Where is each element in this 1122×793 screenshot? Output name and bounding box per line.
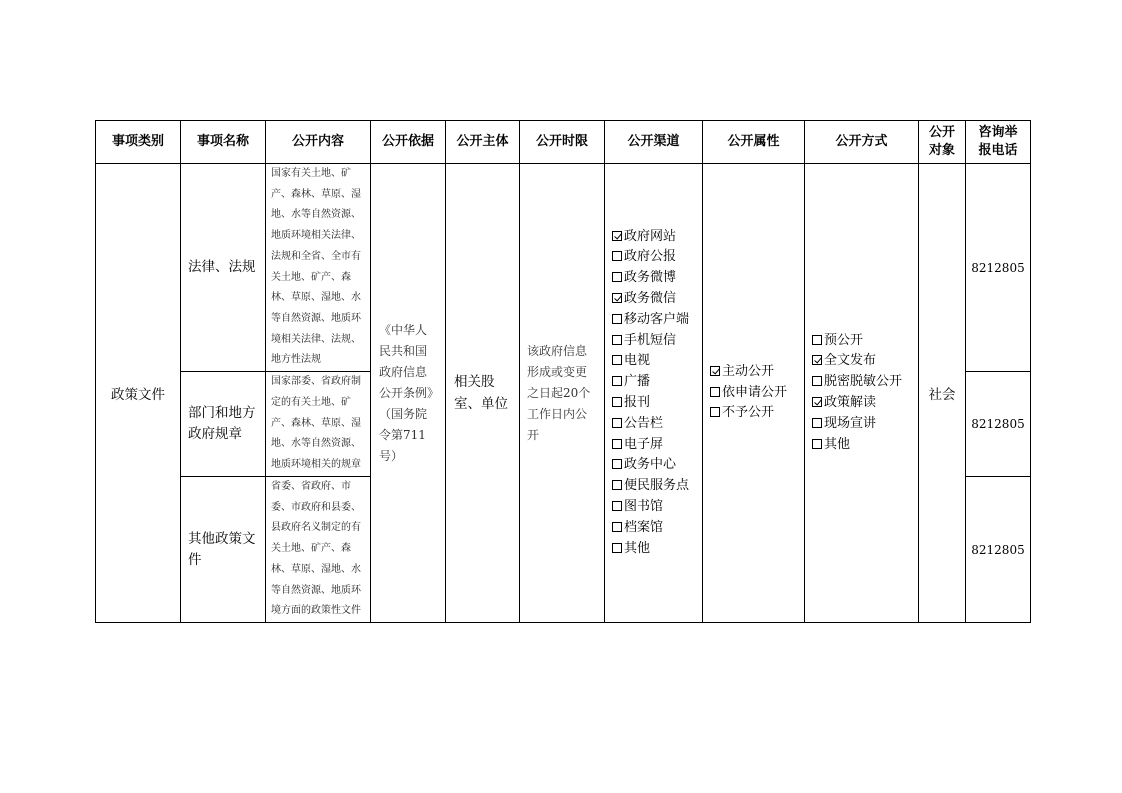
attributes-cell [703, 164, 805, 623]
header-subject: 公开主体 [446, 121, 520, 164]
phone-cell: 8212805 [966, 477, 1031, 623]
checkbox-item [612, 227, 695, 248]
item-name: 其他政策文件 [181, 477, 266, 623]
checkbox-label: 其他 [624, 540, 651, 556]
checkbox-item [612, 289, 695, 310]
unchecked-box-icon [612, 272, 622, 282]
checkbox-item [812, 435, 911, 456]
checkbox-label: 脱密脱敏公开 [824, 374, 903, 390]
unchecked-box-icon [612, 439, 622, 449]
unchecked-box-icon [710, 407, 720, 417]
audience-cell: 社会 [919, 164, 966, 623]
methods-cell [805, 164, 919, 623]
unchecked-box-icon [710, 387, 720, 397]
checkbox-label: 全文发布 [824, 353, 877, 369]
header-time-limit: 公开时限 [520, 121, 605, 164]
unchecked-box-icon [612, 543, 622, 553]
unchecked-box-icon [612, 522, 622, 532]
unchecked-box-icon [612, 501, 622, 511]
checkbox-label: 图书馆 [624, 499, 664, 514]
header-phone: 咨询举报电话 [966, 121, 1031, 164]
item-content: 省委、省政府、市委、市政府和县委、县政府名义制定的有关土地、矿产、森林、草原、湿地、水等自然资源、地质环境方面的政策性文件 [266, 477, 371, 623]
checkbox-item [812, 372, 911, 393]
checkbox-label: 广播 [624, 374, 651, 390]
checked-box-icon [812, 355, 822, 365]
unchecked-box-icon [812, 376, 822, 386]
checkbox-label: 手机短信 [624, 332, 677, 348]
unchecked-box-icon [612, 355, 622, 365]
checkbox-label: 现场宣讲 [824, 415, 877, 431]
checkbox-label: 移动客户端 [624, 311, 690, 327]
table-row [96, 164, 1031, 372]
header-attribute: 公开属性 [703, 121, 805, 164]
header-name: 事项名称 [181, 121, 266, 164]
header-audience: 公开对象 [919, 121, 966, 164]
checkbox-label: 其他 [824, 436, 851, 452]
phone-cell: 8212805 [966, 164, 1031, 372]
checkbox-item [710, 403, 797, 424]
checkbox-item [710, 362, 797, 383]
unchecked-box-icon [812, 418, 822, 428]
basis-cell: 《中华人民共和国政府信息公开条例》（国务院令第711号） [371, 164, 446, 623]
header-row [96, 121, 1031, 164]
unchecked-box-icon [612, 459, 622, 469]
unchecked-box-icon [612, 376, 622, 386]
checkbox-item [612, 435, 695, 456]
checkbox-item [612, 310, 695, 331]
checkbox-item [812, 414, 911, 435]
checked-box-icon [612, 293, 622, 303]
checkbox-item [612, 455, 695, 476]
checkbox-label: 政府网站 [624, 228, 677, 244]
unchecked-box-icon [612, 314, 622, 324]
unchecked-box-icon [612, 251, 622, 261]
category-cell: 政策文件 [96, 164, 181, 623]
checkbox-item [612, 414, 695, 435]
checkbox-item [812, 393, 911, 414]
unchecked-box-icon [612, 418, 622, 428]
unchecked-box-icon [612, 335, 622, 345]
checkbox-item [812, 331, 911, 352]
checkbox-item [612, 393, 695, 414]
item-name: 部门和地方政府规章 [181, 372, 266, 477]
checkbox-label: 依申请公开 [722, 384, 788, 400]
checkbox-label: 政务微信 [624, 291, 677, 307]
checkbox-item [612, 372, 695, 393]
checkbox-label: 政务微博 [624, 270, 677, 286]
checkbox-item [612, 247, 695, 268]
checkbox-label: 主动公开 [722, 363, 775, 379]
checkbox-label: 预公开 [824, 332, 864, 348]
unchecked-box-icon [812, 439, 822, 449]
checkbox-item [710, 383, 797, 404]
checkbox-label: 电视 [624, 353, 651, 369]
checkbox-label: 政务中心 [624, 457, 677, 473]
phone-cell: 8212805 [966, 372, 1031, 477]
checkbox-item [612, 268, 695, 289]
checkbox-item [612, 497, 695, 518]
unchecked-box-icon [812, 335, 822, 345]
checkbox-item [612, 351, 695, 372]
checkbox-label: 电子屏 [624, 436, 664, 452]
checkbox-label: 不予公开 [722, 405, 775, 421]
checkbox-label: 档案馆 [624, 519, 664, 535]
header-basis: 公开依据 [371, 121, 446, 164]
unchecked-box-icon [612, 480, 622, 490]
checkbox-label: 政策解读 [824, 395, 877, 411]
checkbox-item [612, 539, 695, 560]
checkbox-label: 公告栏 [624, 415, 664, 431]
time-limit-cell: 该政府信息形成或变更之日起20个工作日内公开 [520, 164, 605, 623]
checkbox-label: 政府公报 [624, 249, 677, 265]
unchecked-box-icon [612, 397, 622, 407]
checkbox-item [812, 351, 911, 372]
checkbox-item [612, 476, 695, 497]
checkbox-item [612, 518, 695, 539]
checkbox-item [612, 331, 695, 352]
checkbox-label: 便民服务点 [624, 478, 690, 494]
checkbox-label: 报刊 [624, 395, 651, 411]
header-method: 公开方式 [805, 121, 919, 164]
channels-cell [605, 164, 703, 623]
item-content: 国家部委、省政府制定的有关土地、矿产、森林、草原、湿地、水等自然资源、地质环境相关的规章 [266, 372, 371, 477]
item-name: 法律、法规 [181, 164, 266, 372]
checked-box-icon [710, 366, 720, 376]
checked-box-icon [612, 231, 622, 241]
checked-box-icon [812, 397, 822, 407]
item-content: 国家有关土地、矿产、森林、草原、湿地、水等自然资源、地质环境相关法律、法规和全省、全市有关土地、矿产、森林、草原、湿地、水等自然资源、地质环境相关法律、法规、地方性法规 [266, 164, 371, 372]
disclosure-table [95, 120, 1031, 623]
header-channels: 公开渠道 [605, 121, 703, 164]
header-content: 公开内容 [266, 121, 371, 164]
header-category: 事项类别 [96, 121, 181, 164]
subject-cell: 相关股室、单位 [446, 164, 520, 623]
